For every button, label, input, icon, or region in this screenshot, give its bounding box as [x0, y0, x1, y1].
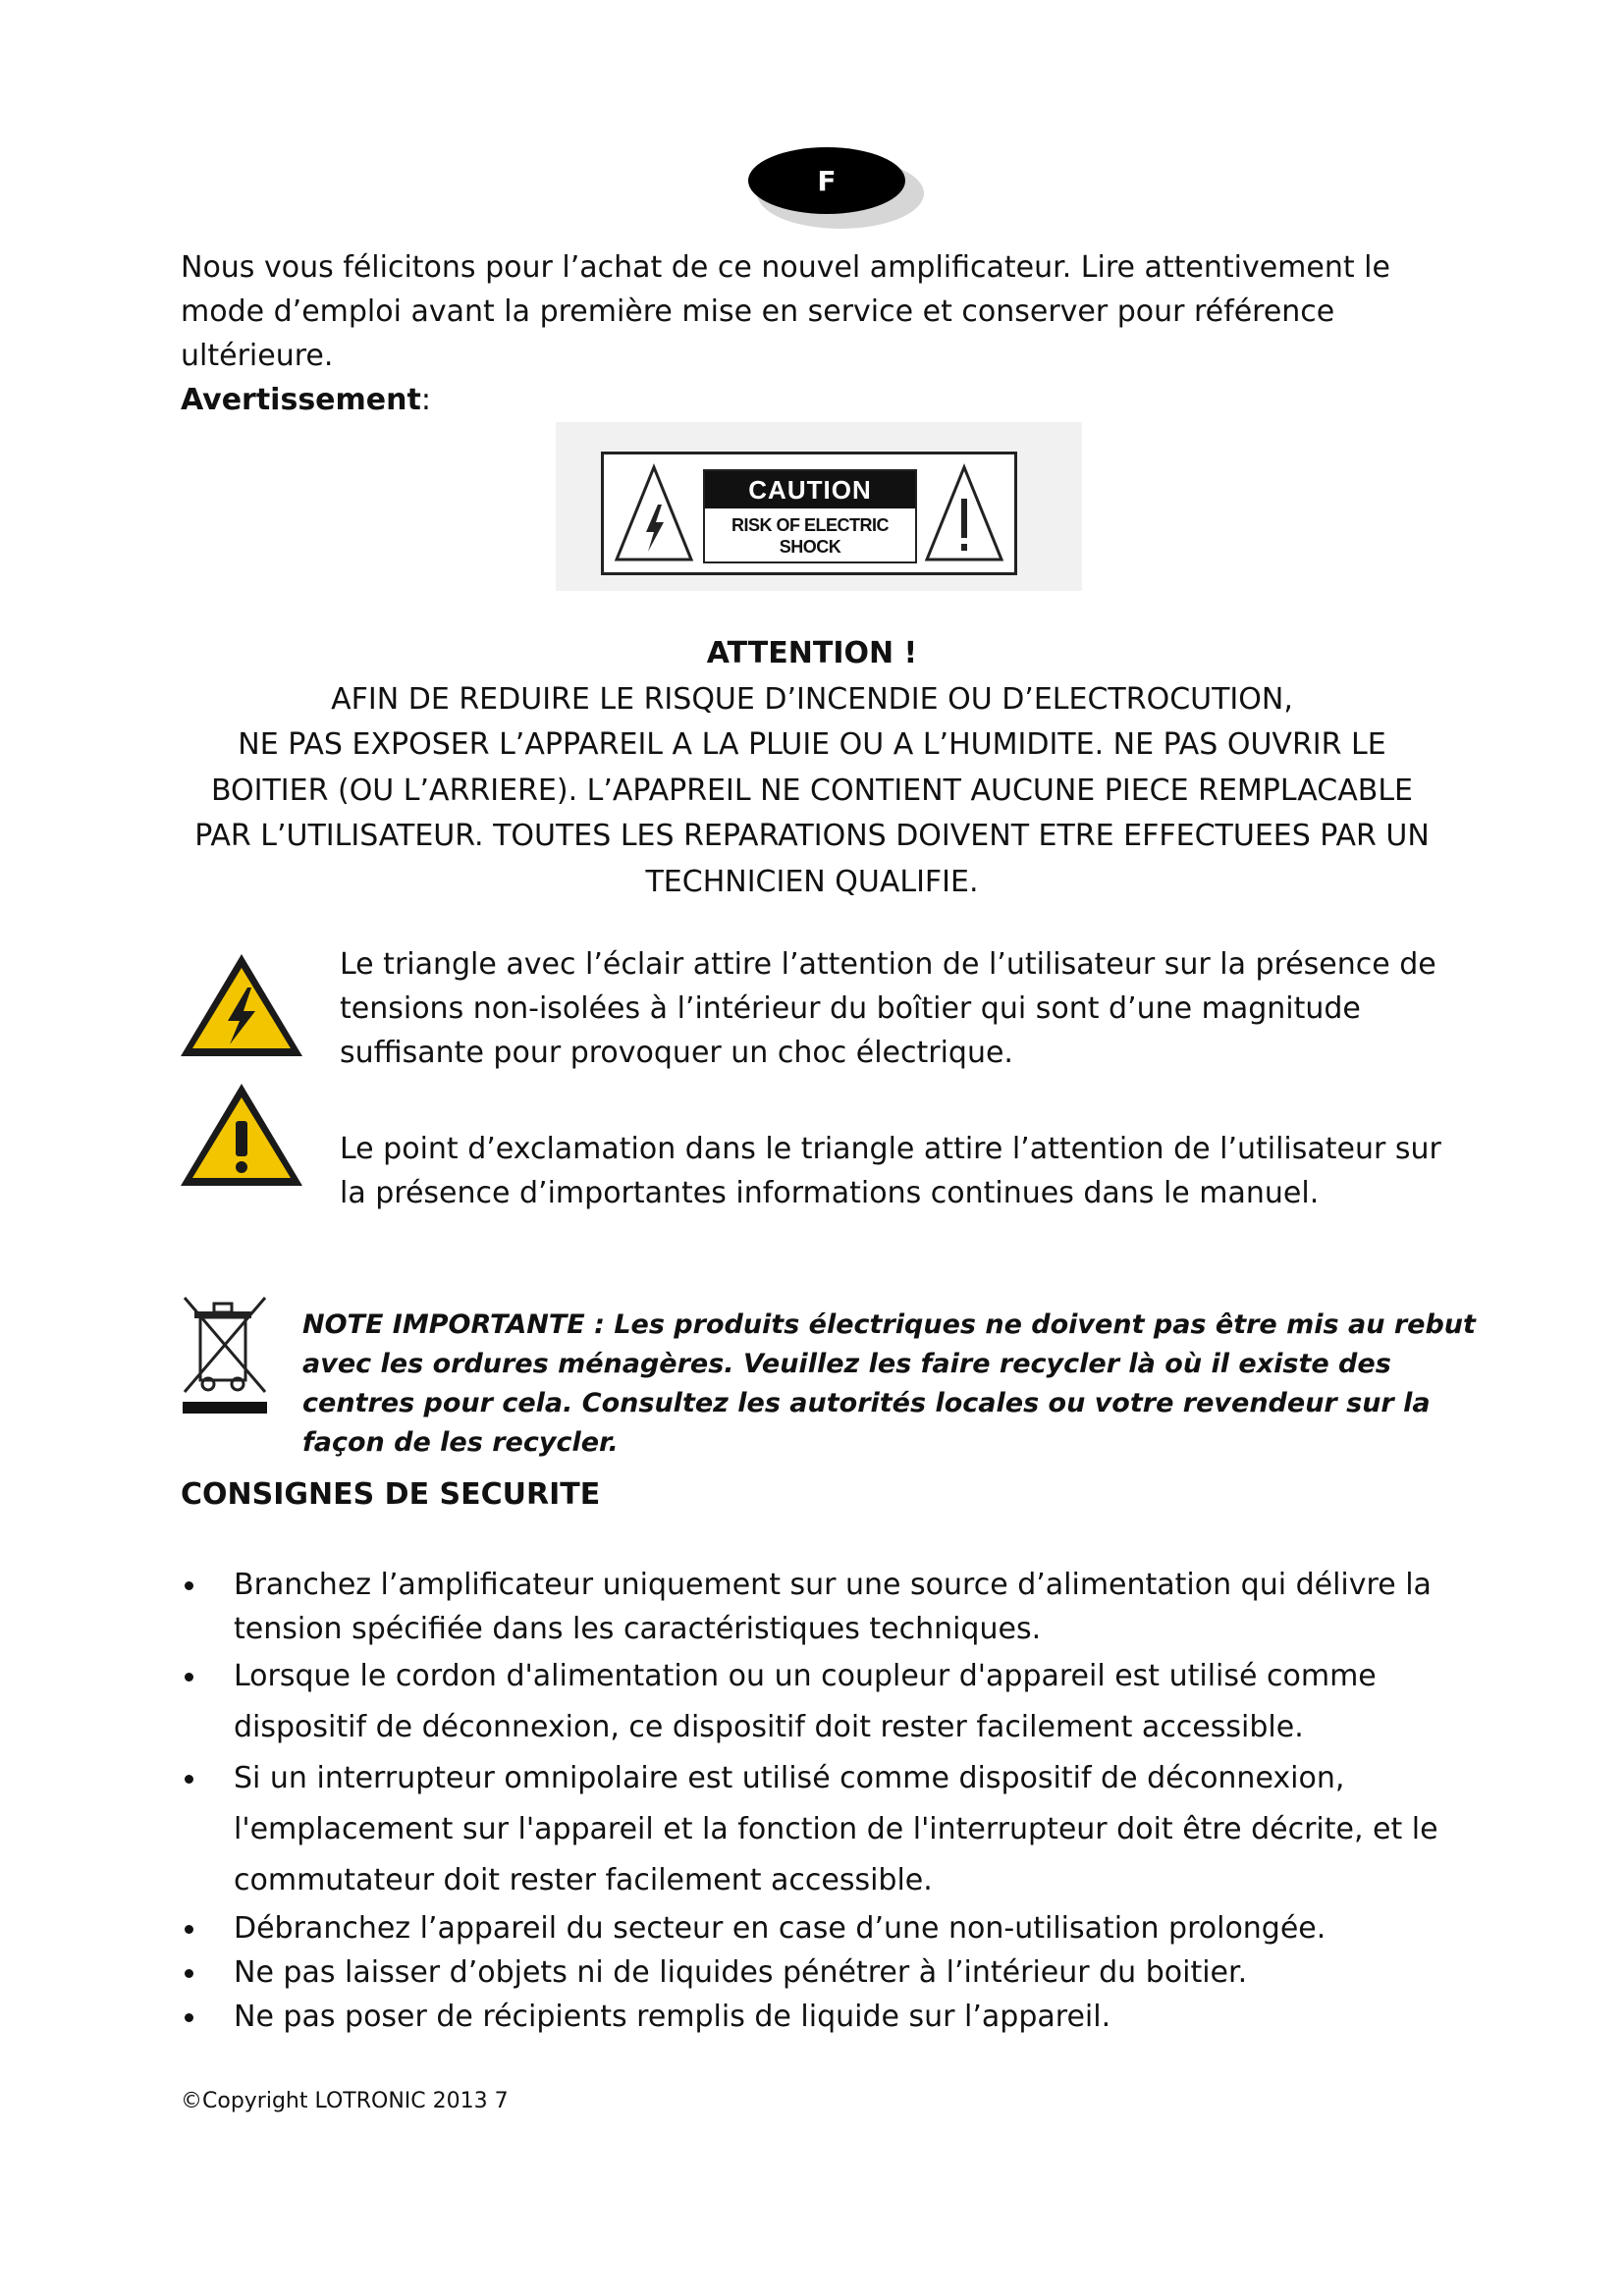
- safety-heading: CONSIGNES DE SECURITE: [181, 1477, 601, 1512]
- caution-subtitle-line2: SHOCK: [779, 537, 841, 557]
- bullet-icon: [185, 1581, 193, 1590]
- warning-colon: :: [420, 383, 431, 417]
- language-badge: F: [748, 147, 905, 214]
- attention-line-1: AFIN DE REDUIRE LE RISQUE D’INCENDIE OU D’ELECTROCUTION,: [331, 682, 1293, 717]
- bullet-icon: [185, 1969, 193, 1978]
- attention-title: ATTENTION !: [706, 636, 918, 670]
- caution-title: CAUTION: [705, 471, 915, 508]
- caution-subtitle-line1: RISK OF ELECTRIC: [731, 515, 889, 535]
- safety-item: [181, 1563, 1467, 1651]
- attention-line-5: TECHNICIEN QUALIFIE.: [645, 865, 979, 899]
- intro-text: Nous vous félicitons pour l’achat de ce nouvel amplificateur. Lire attentivement le mode d’emploi avant la première mise en service et conserver pour référence ultérieure.: [181, 250, 1390, 373]
- safety-item-text: Lorsque le cordon d'alimentation ou un coupleur d'appareil est utilisé comme dispositif de déconnexion, ce dispositif doit rester facilement accessible.: [234, 1659, 1377, 1744]
- safety-item: [181, 1753, 1467, 1906]
- intro-section: [181, 245, 1457, 422]
- yellow-exclamation-warning-icon: [177, 1080, 306, 1190]
- attention-line-2: NE PAS EXPOSER L’APPAREIL A LA PLUIE OU A L’HUMIDITE. NE PAS OUVRIR LE: [238, 727, 1386, 762]
- safety-item-text: Débranchez l’appareil du secteur en case d’une non-utilisation prolongée.: [234, 1911, 1326, 1946]
- safety-item-text: Si un interrupteur omnipolaire est utilisé comme dispositif de déconnexion, l'emplacement sur l'appareil et la fonction de l'interrupteur doit être décrite, et le commutateur doit rester facilement accessible.: [234, 1761, 1438, 1897]
- lightning-triangle-icon: [613, 461, 695, 565]
- recycling-note: NOTE IMPORTANTE : Les produits électriques ne doivent pas être mis au rebut avec les ordures ménagères. Veuillez les faire recycler là où il existe des centres pour cela. Consultez les autorités locales ou votre revendeur sur la façon de les recycler.: [302, 1309, 1476, 1458]
- warning-heading: Avertissement: [181, 383, 421, 417]
- safety-item: [181, 1651, 1467, 1753]
- lightning-description: Le triangle avec l’éclair attire l’attention de l’utilisateur sur la présence de tensions non-isolées à l’intérieur du boîtier qui sont d’une magnitude suffisante pour provoquer un choc électrique.: [340, 947, 1436, 1070]
- bullet-icon: [185, 1925, 193, 1934]
- safety-item-text: Ne pas laisser d’objets ni de liquides pénétrer à l’intérieur du boitier.: [234, 1955, 1248, 1990]
- exclamation-triangle-icon: [923, 461, 1005, 565]
- bullet-icon: [185, 2013, 193, 2022]
- attention-line-4: PAR L’UTILISATEUR. TOUTES LES REPARATIONS DOIVENT ETRE EFFECTUEES PAR UN: [194, 819, 1430, 853]
- exclamation-description: Le point d’exclamation dans le triangle attire l’attention de l’utilisateur sur la présence d’importantes informations continues dans le manuel.: [340, 1132, 1441, 1210]
- safety-item: [181, 1906, 1467, 1950]
- warning-heading-line: [181, 378, 1457, 422]
- bullet-icon: [185, 1673, 193, 1682]
- safety-item: [181, 1995, 1467, 2039]
- copyright-footer: ©Copyright LOTRONIC 2013 7: [181, 2089, 509, 2113]
- attention-line-3: BOITIER (OU L’ARRIERE). L’APAPREIL NE CONTIENT AUCUNE PIECE REMPLACABLE: [210, 774, 1414, 808]
- safety-item-text: Branchez l’amplificateur uniquement sur une source d’alimentation qui délivre la tension spécifiée dans les caractéristiques techniques.: [234, 1568, 1432, 1646]
- yellow-lightning-warning-icon: [177, 950, 306, 1060]
- bullet-icon: [185, 1775, 193, 1784]
- weee-crossed-bin-icon: [179, 1294, 273, 1417]
- safety-list: [181, 1563, 1467, 2039]
- caution-label: [703, 469, 917, 563]
- safety-item-text: Ne pas poser de récipients remplis de liquide sur l’appareil.: [234, 2000, 1111, 2034]
- safety-item: [181, 1950, 1467, 1995]
